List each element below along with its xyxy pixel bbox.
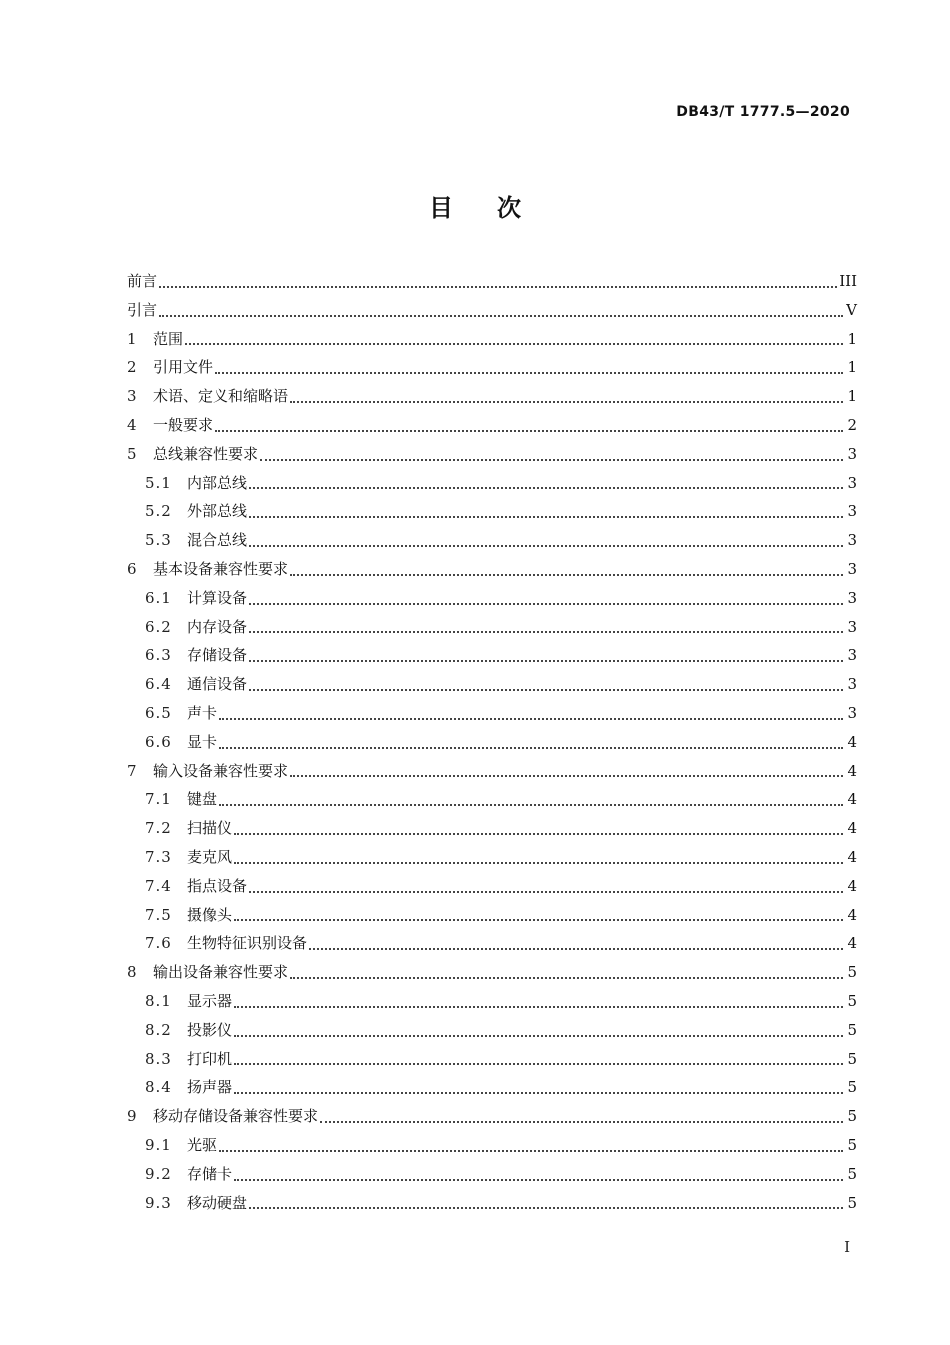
toc-entry-label: 声卡 [187, 703, 218, 722]
toc-entry[interactable] [127, 1045, 857, 1074]
toc-leader-dots [290, 976, 843, 979]
toc-leader-dots [234, 1034, 843, 1037]
toc-entry-label: 光驱 [187, 1135, 218, 1154]
toc-entry-label: 引用文件 [153, 358, 214, 377]
toc-entry-page: 5 [847, 1049, 857, 1068]
toc-entry-number: 5 [127, 444, 137, 463]
toc-entry-label: 内部总线 [187, 473, 248, 492]
toc-leader-dots [249, 544, 843, 547]
toc-entry-label: 显卡 [187, 732, 218, 751]
toc-entry-page: 1 [847, 387, 857, 406]
toc-entry-page: V [846, 300, 857, 319]
toc-entry-number: 4 [127, 415, 137, 434]
toc-entry-number: 6.6 [145, 732, 172, 751]
toc-leader-dots [215, 429, 843, 432]
toc-entry-number: 9.2 [145, 1164, 172, 1183]
page-title: 目次 [429, 194, 565, 222]
toc-entry-number: 9.1 [145, 1135, 172, 1154]
toc-entry[interactable] [127, 584, 857, 613]
toc-entry-number: 7.4 [145, 876, 172, 895]
toc-entry-label: 存储设备 [187, 646, 248, 665]
toc-entry-label: 键盘 [187, 790, 218, 809]
toc-entry-label: 移动存储设备兼容性要求 [153, 1107, 319, 1126]
toc-entry-page: 2 [847, 415, 857, 434]
toc-entry-number: 8.1 [145, 991, 172, 1010]
toc-entry[interactable] [127, 1131, 857, 1160]
toc-leader-dots [249, 659, 843, 662]
toc-entry-page: 3 [847, 588, 857, 607]
toc-entry-page: 1 [847, 329, 857, 348]
toc-entry-label: 扬声器 [187, 1078, 233, 1097]
toc-leader-dots [249, 890, 843, 893]
toc-entry-label: 扫描仪 [187, 819, 233, 838]
toc-entry-number: 7.5 [145, 905, 172, 924]
toc-entry[interactable] [127, 613, 857, 642]
toc-entry-label: 移动硬盘 [187, 1193, 248, 1212]
toc-entry-number: 1 [127, 329, 137, 348]
toc-entry-number: 3 [127, 387, 137, 406]
toc-entry-number: 7 [127, 761, 137, 780]
toc-entry[interactable] [127, 411, 857, 440]
toc-entry-page: 5 [847, 1020, 857, 1039]
toc-leader-dots [320, 1120, 843, 1123]
document-code: DB43/T 1777.5—2020 [676, 104, 850, 120]
toc-entry-number: 8 [127, 963, 137, 982]
toc-entry-label: 显示器 [187, 991, 233, 1010]
toc-entry-number: 8.3 [145, 1049, 172, 1068]
toc-entry-label: 混合总线 [187, 531, 248, 550]
toc-entry-label: 生物特征识别设备 [187, 934, 308, 953]
toc-entry-number: 6.1 [145, 588, 172, 607]
toc-leader-dots [234, 861, 843, 864]
toc-entry-page: 4 [847, 819, 857, 838]
toc-entry-number: 8.4 [145, 1078, 172, 1097]
toc-entry-page: 4 [847, 934, 857, 953]
toc-leader-dots [234, 832, 843, 835]
toc-entry[interactable] [127, 1160, 857, 1189]
toc-entry[interactable] [127, 929, 857, 958]
toc-leader-dots [215, 371, 843, 374]
toc-entry[interactable] [127, 440, 857, 469]
toc-entry[interactable] [127, 1073, 857, 1102]
toc-entry-page: 3 [847, 646, 857, 665]
toc-entry-page: 3 [847, 473, 857, 492]
toc-entry-label: 存储卡 [187, 1164, 233, 1183]
toc-leader-dots [219, 1149, 843, 1152]
toc-leader-dots [290, 400, 843, 403]
toc-entry-label: 输入设备兼容性要求 [153, 761, 289, 780]
toc-leader-dots [249, 602, 843, 605]
toc-entry[interactable] [127, 382, 857, 411]
toc-entry-number: 6.2 [145, 617, 172, 636]
toc-entry[interactable] [127, 555, 857, 584]
toc-leader-dots [219, 717, 843, 720]
toc-entry-page: 4 [847, 905, 857, 924]
toc-entry-page: 5 [847, 1078, 857, 1097]
toc-entry-page: 3 [847, 703, 857, 722]
toc-entry-page: 5 [847, 963, 857, 982]
toc-entry-label: 摄像头 [187, 905, 233, 924]
toc-entry[interactable] [127, 526, 857, 555]
toc-entry-label: 输出设备兼容性要求 [153, 963, 289, 982]
toc-entry-page: 4 [847, 790, 857, 809]
toc-entry-page: 4 [847, 847, 857, 866]
toc-entry[interactable] [127, 641, 857, 670]
toc-entry[interactable] [127, 987, 857, 1016]
toc-leader-dots [219, 746, 843, 749]
toc-entry[interactable] [127, 872, 857, 901]
toc-entry[interactable] [127, 728, 857, 757]
toc-entry-number: 6.5 [145, 703, 172, 722]
toc-entry-number: 7.3 [145, 847, 172, 866]
toc-entry-page: 3 [847, 675, 857, 694]
toc-leader-dots [159, 285, 837, 288]
toc-entry-page: 3 [847, 617, 857, 636]
table-of-contents [127, 267, 857, 1217]
toc-entry[interactable] [127, 901, 857, 930]
toc-entry-page: 4 [847, 761, 857, 780]
toc-entry-number: 5.3 [145, 531, 172, 550]
toc-entry[interactable] [127, 699, 857, 728]
toc-leader-dots [234, 918, 843, 921]
toc-entry[interactable] [127, 497, 857, 526]
toc-entry[interactable] [127, 757, 857, 786]
toc-entry-number: 7.6 [145, 934, 172, 953]
toc-entry-page: 5 [847, 1135, 857, 1154]
toc-entry[interactable] [127, 267, 857, 296]
toc-entry[interactable] [127, 958, 857, 987]
toc-entry-label: 通信设备 [187, 675, 248, 694]
toc-entry-label: 引言 [127, 300, 158, 319]
toc-entry-label: 范围 [153, 329, 184, 348]
toc-entry-page: 3 [847, 444, 857, 463]
toc-leader-dots [249, 515, 843, 518]
toc-entry-number: 5.1 [145, 473, 172, 492]
toc-leader-dots [249, 688, 843, 691]
toc-leader-dots [234, 1091, 843, 1094]
toc-entry-label: 内存设备 [187, 617, 248, 636]
toc-entry-page: 5 [847, 991, 857, 1010]
toc-entry-number: 2 [127, 358, 137, 377]
toc-entry[interactable] [127, 1102, 857, 1131]
toc-leader-dots [234, 1178, 843, 1181]
toc-entry-label: 前言 [127, 272, 158, 290]
toc-entry-number: 6.4 [145, 675, 172, 694]
toc-leader-dots [260, 458, 843, 461]
toc-entry[interactable] [127, 296, 857, 325]
toc-entry[interactable] [127, 1189, 857, 1218]
toc-entry[interactable] [127, 670, 857, 699]
toc-leader-dots [309, 947, 843, 950]
toc-entry-page: 5 [847, 1193, 857, 1212]
toc-entry-label: 计算设备 [187, 588, 248, 607]
toc-entry-page: 1 [847, 358, 857, 377]
toc-entry-page: 4 [847, 876, 857, 895]
toc-leader-dots [219, 803, 843, 806]
toc-entry[interactable] [127, 1016, 857, 1045]
toc-leader-dots [234, 1005, 843, 1008]
toc-entry-label: 指点设备 [187, 876, 248, 895]
toc-entry[interactable] [127, 785, 857, 814]
toc-entry-page: 5 [847, 1107, 857, 1126]
toc-entry-page: 3 [847, 559, 857, 578]
toc-entry-page: 3 [847, 502, 857, 521]
toc-entry[interactable] [127, 325, 857, 354]
toc-leader-dots [290, 573, 843, 576]
toc-entry-number: 5.2 [145, 502, 172, 521]
toc-entry-label: 打印机 [187, 1049, 233, 1068]
toc-leader-dots [249, 630, 843, 633]
toc-entry-number: 9.3 [145, 1193, 172, 1212]
toc-entry[interactable] [127, 814, 857, 843]
toc-leader-dots [290, 774, 843, 777]
toc-entry-number: 9 [127, 1107, 137, 1126]
toc-leader-dots [249, 486, 843, 489]
toc-entry-label: 一般要求 [153, 415, 214, 434]
toc-entry-number: 6.3 [145, 646, 172, 665]
toc-entry-label: 投影仪 [187, 1020, 233, 1039]
page-number: I [844, 1238, 850, 1256]
toc-leader-dots [234, 1062, 843, 1065]
toc-entry-number: 7.1 [145, 790, 172, 809]
toc-entry-page: 5 [847, 1164, 857, 1183]
toc-entry-label: 外部总线 [187, 502, 248, 521]
toc-leader-dots [249, 1206, 843, 1209]
toc-entry[interactable] [127, 353, 857, 382]
toc-entry[interactable] [127, 469, 857, 498]
toc-entry-page: 3 [847, 531, 857, 550]
toc-entry-number: 8.2 [145, 1020, 172, 1039]
toc-entry-label: 总线兼容性要求 [153, 444, 259, 463]
toc-entry-page: 4 [847, 732, 857, 751]
toc-entry-number: 6 [127, 559, 137, 578]
toc-entry-label: 术语、定义和缩略语 [153, 387, 289, 406]
toc-entry-number: 7.2 [145, 819, 172, 838]
toc-entry-page: III [839, 272, 857, 290]
toc-entry[interactable] [127, 843, 857, 872]
toc-leader-dots [159, 314, 843, 317]
toc-entry-label: 基本设备兼容性要求 [153, 559, 289, 578]
toc-leader-dots [185, 342, 843, 345]
toc-entry-label: 麦克风 [187, 847, 233, 866]
